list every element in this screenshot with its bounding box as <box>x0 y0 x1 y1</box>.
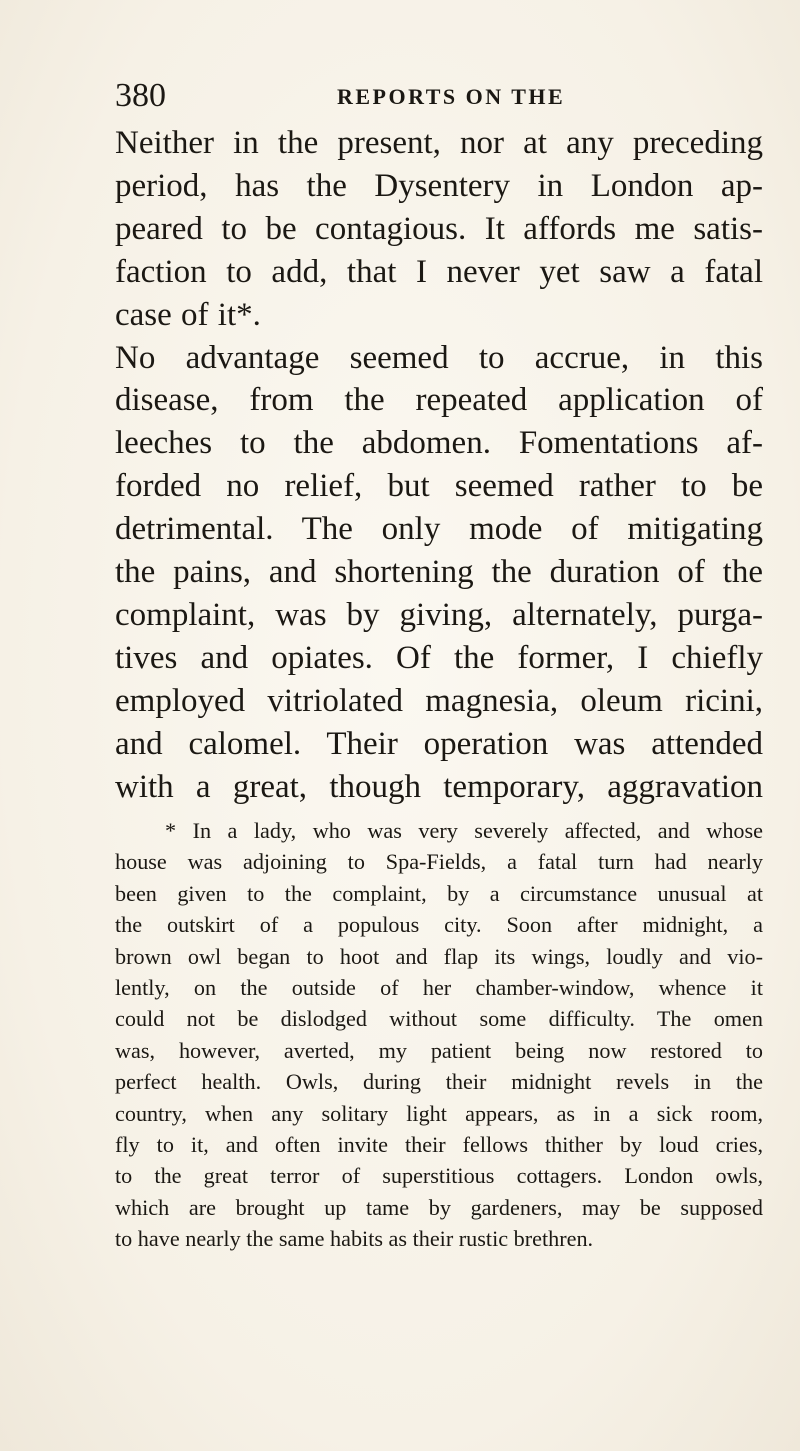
text-line: peared to be contagious. It affords me satis- <box>115 210 763 247</box>
page-header <box>115 74 685 118</box>
text-line: with a great, though temporary, aggravation <box>115 768 763 805</box>
text-line: case of it*. <box>115 296 261 333</box>
text-line: leeches to the abdomen. Fomentations af- <box>115 425 763 462</box>
text-line: detrimental. The only mode of mitigating <box>115 511 763 548</box>
footnote-line: lently, on the outside of her chamber-window, whence it <box>115 975 763 1001</box>
text-line: complaint, was by giving, alternately, purga- <box>115 596 763 633</box>
footnote-line: perfect health. Owls, during their midnight revels in the <box>115 1069 763 1095</box>
footnote-line: was, however, averted, my patient being now restored to <box>115 1037 763 1063</box>
text-line: tives and opiates. Of the former, I chiefly <box>115 639 763 676</box>
footnote-line: * In a lady, who was very severely affected, and whose <box>165 818 763 843</box>
text-line: forded no relief, but seemed rather to be <box>115 468 763 505</box>
text-line: Neither in the present, nor at any preceding <box>115 125 763 161</box>
footnote-line: been given to the complaint, by a circumstance unusual at <box>115 880 763 906</box>
running-head: REPORTS ON THE <box>337 84 566 109</box>
footnote-line: could not be dislodged without some difficulty. The omen <box>115 1006 763 1032</box>
page-number: 380 <box>115 77 166 114</box>
footnote-line: to have nearly the same habits as their rustic brethren. <box>115 1226 594 1252</box>
footnote-line: house was adjoining to Spa-Fields, a fatal turn had nearly <box>115 849 763 875</box>
footnote-line: fly to it, and often invite their fellows thither by loud cries, <box>115 1132 763 1158</box>
body-text <box>115 122 763 809</box>
text-line: faction to add, that I never yet saw a fatal <box>115 253 763 290</box>
footnote-line: brown owl began to hoot and flap its wings, loudly and vio- <box>115 943 763 969</box>
footnote-line: the outskirt of a populous city. Soon after midnight, a <box>115 912 763 938</box>
paragraph-contagion <box>115 122 763 337</box>
text-line: employed vitriolated magnesia, oleum ricini, <box>115 682 763 719</box>
text-line: the pains, and shortening the duration of the <box>115 554 763 591</box>
text-line: period, has the Dysentery in London ap- <box>115 167 763 204</box>
text-line: No advantage seemed to accrue, in this <box>115 339 763 376</box>
footnote-line: which are brought up tame by gardeners, may be supposed <box>115 1194 763 1220</box>
footnote <box>115 815 763 1255</box>
footnote-line: country, when any solitary light appears, as in a sick room, <box>115 1100 763 1126</box>
paragraph-treatment <box>115 337 763 809</box>
text-line: and calomel. Their operation was attended <box>115 725 763 762</box>
footnote-line: to the great terror of superstitious cottagers. London owls, <box>115 1163 763 1189</box>
text-line: disease, from the repeated application of <box>115 382 763 419</box>
